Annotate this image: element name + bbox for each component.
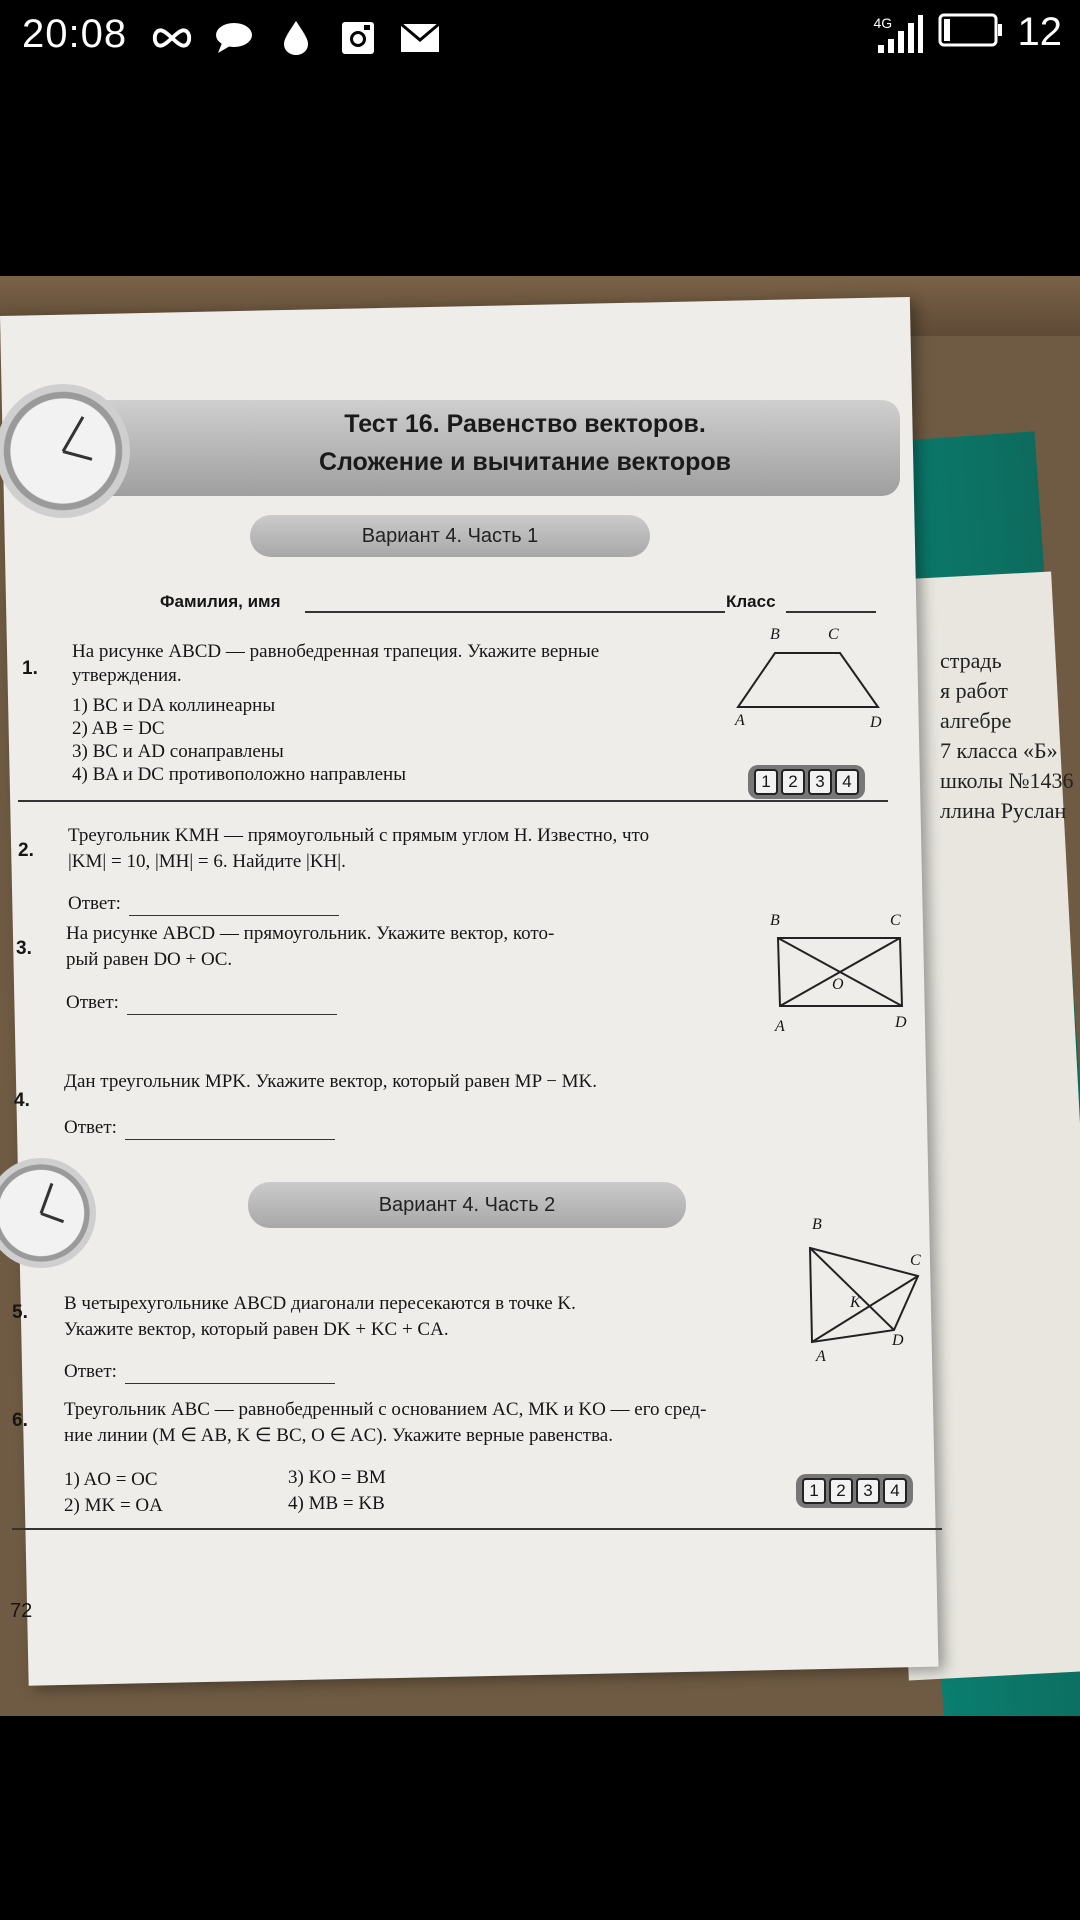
q6-number: 6. — [12, 1410, 28, 1431]
status-right — [874, 10, 1063, 55]
fig-label: A — [735, 712, 745, 729]
answer-field[interactable] — [125, 1121, 335, 1140]
page-title-line1: Тест 16. Равенство векторов. — [344, 410, 706, 438]
name-label: Фамилия, имя — [160, 592, 281, 611]
answer-label: Ответ: — [66, 992, 119, 1013]
answer-box[interactable]: 1 — [754, 769, 778, 795]
q3-answer — [66, 991, 337, 1015]
fig-label: B — [770, 912, 780, 929]
status-time: 20:08 — [22, 12, 128, 56]
answer-box[interactable]: 4 — [835, 769, 859, 795]
page-title-line2: Сложение и вычитание векторов — [318, 448, 732, 476]
clock-icon — [0, 384, 130, 518]
battery-percent: 12 — [1017, 10, 1062, 54]
q3-rectangle-figure — [770, 930, 910, 1010]
fig-label: C — [890, 912, 901, 929]
q4-text: Дан треугольник MPK. Укажите вектор, который равен MP − MK. — [64, 1071, 598, 1092]
q4-answer — [64, 1116, 335, 1140]
answer-label: Ответ: — [64, 1117, 117, 1138]
q2-line2: |KM| = 10, |MH| = 6. Найдите |KH|. — [68, 851, 346, 872]
q3-line1: На рисунке ABCD — прямоугольник. Укажите вектор, кото- — [66, 923, 555, 944]
q1-trapezoid-figure — [730, 625, 890, 725]
q5-number: 5. — [12, 1302, 28, 1323]
fig-label: C — [910, 1252, 921, 1269]
fig-label: O — [832, 976, 844, 993]
q1-option: 3) BC и AD сонаправлены — [72, 741, 284, 762]
answer-box[interactable]: 3 — [856, 1478, 880, 1504]
q6-answer-boxes — [796, 1474, 913, 1508]
q1-option: 1) BC и DA коллинеарны — [72, 695, 276, 716]
fig-label: K — [850, 1294, 861, 1311]
q6-option: 2) MK = OA — [64, 1495, 163, 1516]
answer-box[interactable]: 2 — [781, 769, 805, 795]
side-line: алгебре — [940, 708, 1012, 733]
variant-part1-pill: Вариант 4. Часть 1 — [250, 515, 650, 557]
divider — [18, 800, 888, 802]
q1-answer-boxes — [748, 765, 865, 799]
fig-label: B — [770, 626, 780, 643]
q2-answer — [68, 892, 339, 916]
q1-number: 1. — [22, 658, 38, 679]
fig-label: D — [870, 714, 882, 731]
answer-field[interactable] — [125, 1365, 335, 1384]
fig-label: B — [812, 1216, 822, 1233]
class-field-line — [786, 593, 876, 613]
battery-icon — [938, 13, 1004, 52]
q6-option: 1) AO = OC — [64, 1469, 158, 1490]
q5-line2: Укажите вектор, который равен DK + KC + CA. — [64, 1319, 449, 1340]
network-type: 4G — [873, 14, 893, 31]
infinity-icon — [150, 18, 194, 58]
water-drop-icon — [274, 18, 318, 58]
answer-box[interactable]: 3 — [808, 769, 832, 795]
q5-line1: В четырехугольнике ABCD диагонали пересекаются в точке K. — [64, 1293, 576, 1314]
fig-label: D — [895, 1014, 907, 1031]
answer-field[interactable] — [127, 996, 337, 1015]
side-line: школы №1436 — [940, 768, 1074, 793]
q6-option: 3) KO = BM — [288, 1467, 386, 1488]
chat-bubble-icon — [212, 18, 256, 58]
fig-label: C — [828, 626, 839, 643]
q4-number: 4. — [14, 1090, 30, 1111]
divider — [12, 1528, 942, 1530]
page-number: 72 — [10, 1600, 33, 1622]
mail-icon — [398, 18, 442, 58]
q3-line2: рый равен DO + OC. — [66, 949, 233, 970]
side-line: 7 класса «Б» — [940, 738, 1058, 763]
answer-label: Ответ: — [68, 893, 121, 914]
answer-box[interactable]: 2 — [829, 1478, 853, 1504]
answer-label: Ответ: — [64, 1361, 117, 1382]
adjacent-page-text — [940, 646, 1073, 826]
q6-line2: ние линии (M ∈ AB, K ∈ BC, O ∈ AC). Укажите верные равенства. — [64, 1425, 613, 1446]
q2-line1: Треугольник KMH — прямоугольный с прямым углом H. Известно, что — [68, 825, 650, 846]
notification-icons — [150, 18, 442, 58]
q5-quadrilateral-figure — [800, 1230, 930, 1350]
q1-option: 2) AB = DC — [72, 718, 165, 739]
answer-field[interactable] — [129, 897, 339, 916]
q6-option: 4) MB = KB — [288, 1493, 385, 1514]
q1-option: 4) BA и DC противоположно направлены — [72, 764, 406, 785]
answer-box[interactable]: 4 — [883, 1478, 907, 1504]
side-line: ллина Руслан — [940, 798, 1067, 823]
q5-answer — [64, 1360, 335, 1384]
side-line: страдь — [940, 648, 1002, 673]
answer-box[interactable]: 1 — [802, 1478, 826, 1504]
name-field-line — [305, 593, 725, 613]
side-line: я работ — [940, 678, 1008, 703]
variant-part2-pill: Вариант 4. Часть 2 — [248, 1182, 686, 1228]
fig-label: A — [775, 1018, 785, 1035]
instagram-icon — [336, 18, 380, 58]
q1-text: На рисунке ABCD — равнобедренная трапеция. Укажите верные утверждения. — [72, 641, 600, 686]
fig-label: A — [816, 1348, 826, 1365]
class-label: Класс — [726, 592, 776, 611]
q3-number: 3. — [16, 938, 32, 959]
signal-icon — [874, 11, 924, 55]
q6-line1: Треугольник ABC — равнобедренный с основанием AC, MK и KO — его сред- — [64, 1399, 707, 1420]
q2-number: 2. — [18, 840, 34, 861]
fig-label: D — [892, 1332, 904, 1349]
status-bar — [0, 0, 1080, 80]
